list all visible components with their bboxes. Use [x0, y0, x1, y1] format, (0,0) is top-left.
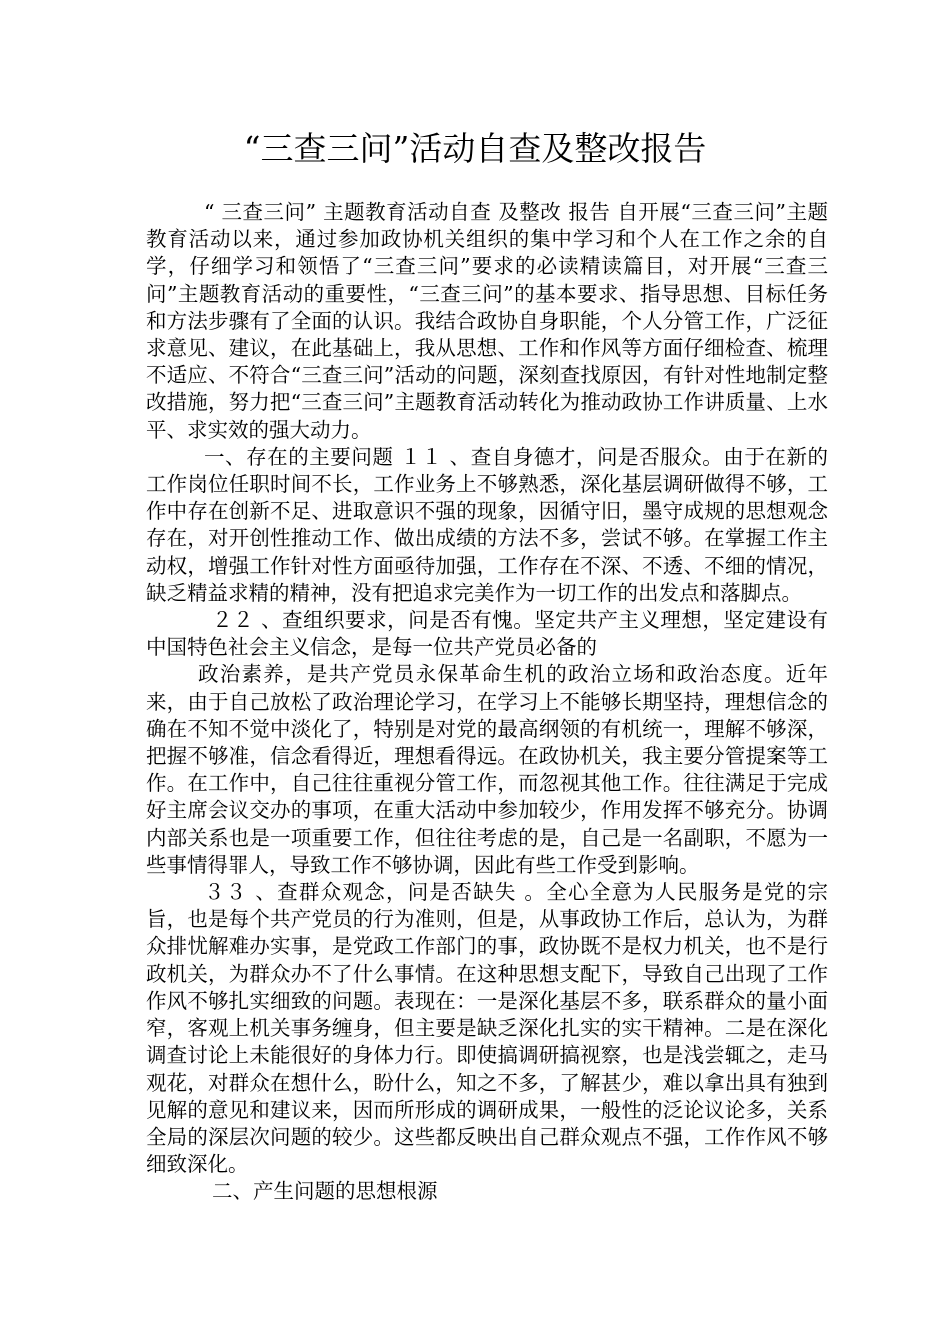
paragraph-section-two-heading: 二、产生问题的思想根源 — [212, 1179, 438, 1204]
paragraph-intro: “ 三查三问” 主题教育活动自查 及整改 报告 自开展“三查三问”主题教育活动以来，通过参加政协机关组织的集中学习和个人在工作之余的自学，仔细学习和领悟了“三查三问”要求的必读精读篇目，对开展“三查三问”主题教育活动的重要性，“三查三问”的基本要求、指导思想、目标任务和方法步骤有了全面的认识。我结合政协自身职能，个人分管工作，广泛征求意见、建议，在此基础上，我从思想、工作和作风等方面仔细检查、梳理不适应、不符合“三查三问”活动的问题，深刻查找原因，有针对性地制定整改措施，努力把“三查三问”主题教育活动转化为推动政协工作讲质量、上水平、求实效的强大动力。 — [146, 200, 828, 442]
paragraph-item-three: ３３ 、查群众观念，问是否缺失 。全心全意为人民服务是党的宗旨，也是每个共产党员的行为准则，但是，从事政协工作后，总认为，为群众排忧解难办实事，是党政工作部门的事，政协既不是权力机关，也不是行政机关，为群众办不了什么事情。在这种思想支配下，导致自己出现了工作作风不够扎实细致的问题。表现在：一是深化基层不多，联系群众的量小面窄，客观上机关事务缠身，但主要是缺乏深化扎实的实干精神。二是在深化调查讨论上未能很好的身体力行。即使搞调研搞视察，也是浅尝辄之，走马观花，对群众在想什么，盼什么，知之不多，了解甚少，难以拿出具有独到见解的意见和建议来，因而所形成的调研成果，一般性的泛论议论多，关系全局的深层次问题的较少。这些都反映出自己群众观点不强，工作作风不够细致深化。 — [146, 880, 828, 1177]
paragraph-item-two-continued: 政治素养，是共产党员永保革命生机的政治立场和政治态度。近年来，由于自己放松了政治理论学习，在学习上不能够长期坚持，理想信念的确在不知不觉中淡化了，特别是对党的最高纲领的有机统一，理解不够深，把握不够准，信念看得近，理想看得远。在政协机关，我主要分管提案等工作。在工作中，自己往往重视分管工作，而忽视其他工作。往往满足于完成好主席会议交办的事项，在重大活动中参加较少，作用发挥不够充分。协调内部关系也是一项重要工作，但往往考虑的是，自己是一名副职，不愿为一些事情得罪人，导致工作不够协调，因此有些工作受到影响。 — [146, 662, 828, 877]
paragraph-section-one: 一、存在的主要问题 １１ 、查自身德才，问是否服众。由于在新的工作岗位任职时间不长，工作业务上不够熟悉，深化基层调研做得不够，工作中存在创新不足、进取意识不强的现象，因循守旧，墨守成规的思想观念存在，对开创性推动工作、做出成绩的方法不多，尝试不够。在掌握工作主动权，增强工作针对性方面亟待加强，工作存在不深、不透、不细的情况，缺乏精益求精的精神，没有把追求完美作为一切工作的出发点和落脚点。 — [146, 444, 828, 605]
document-title: “三查三问”活动自查及整改报告 — [243, 129, 707, 168]
document-body — [146, 199, 828, 1206]
paragraph-item-two: ２２ 、查组织要求，问是否有愧。坚定共产主义理想，坚定建设有中国特色社会主义信念，是每一位共产党员必备的 — [146, 608, 828, 660]
